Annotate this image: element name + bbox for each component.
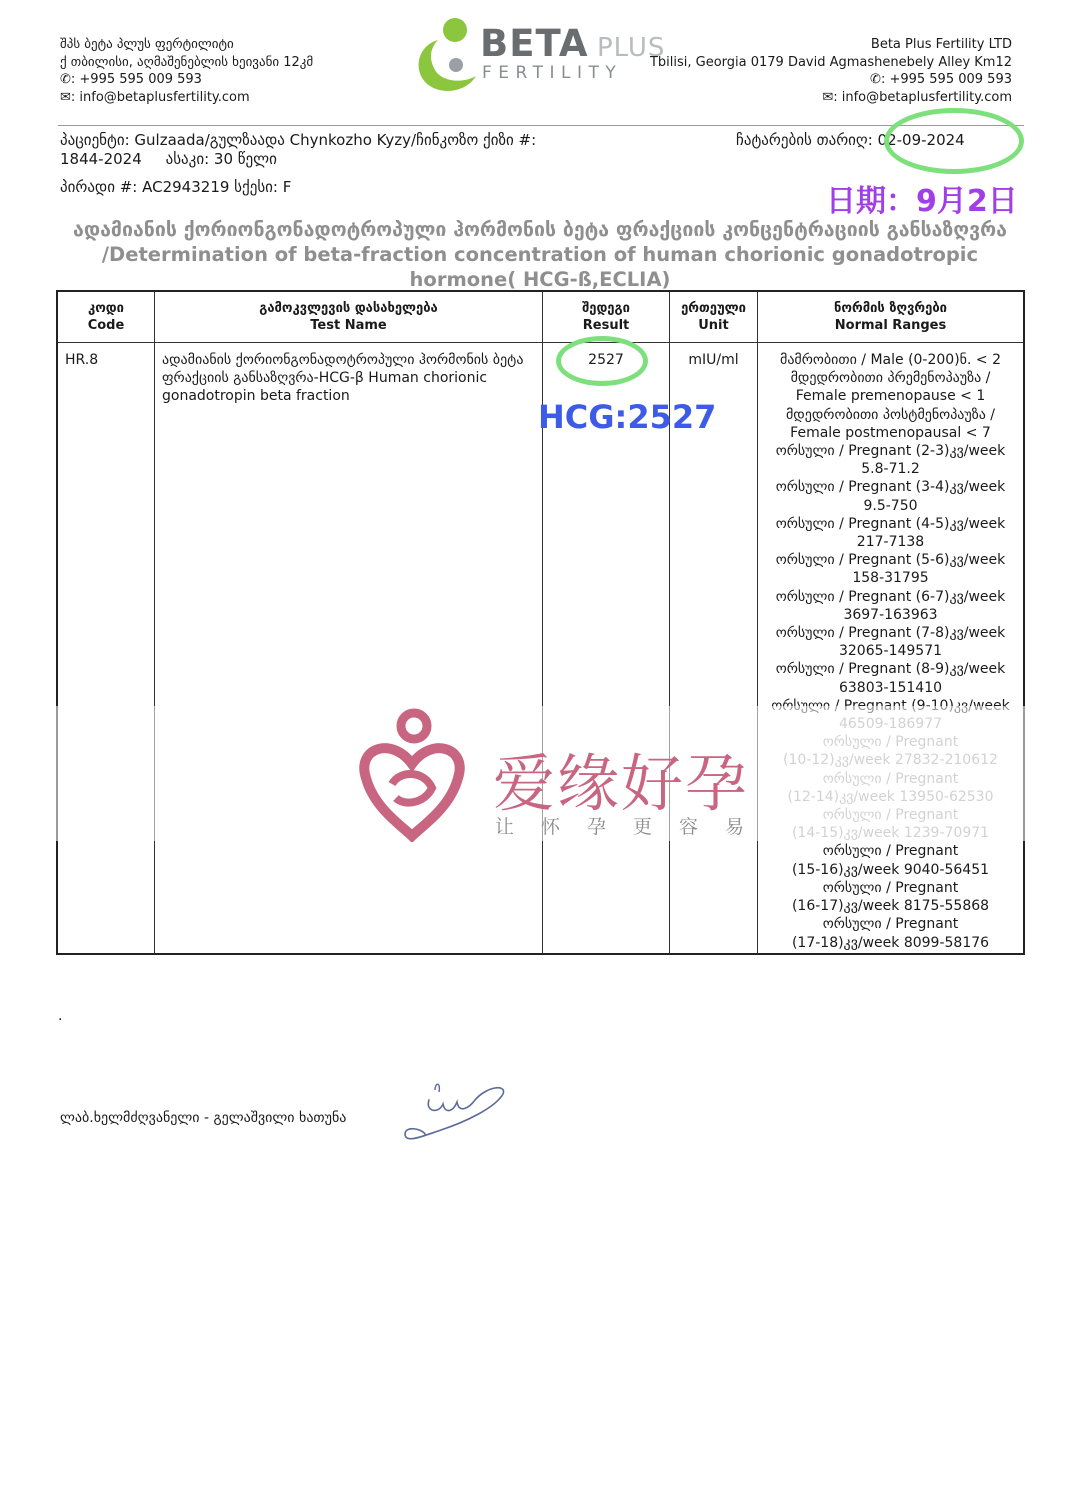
normal-range-line: (17-18)კვ/week 8099-58176: [791, 934, 990, 951]
watermark-title: 爱缘好孕: [493, 747, 750, 820]
title-en-line2: hormone( HCG-ß,ECLIA): [409, 268, 671, 291]
normal-range-line: 63803-151410: [838, 679, 943, 696]
footer-dot: .: [58, 1008, 63, 1024]
title-ka: ადამიანის ქორიონგონადოტროპული ჰორმონის ბეტა ფრაქციის კონცენტრაციის განსაზღვრა: [73, 218, 1007, 241]
normal-range-line: (15-16)კვ/week 9040-56451: [791, 861, 990, 878]
result-highlight-circle: [556, 336, 648, 386]
header-normal-ranges: ნორმის ზღვრები Normal Ranges: [758, 291, 1025, 343]
lab-head-name: ლაბ.ხელმძღვანელი - გელაშვილი ხათუნა: [60, 1110, 347, 1126]
normal-range-line: ორსული / Pregnant (5-6)კვ/week: [775, 552, 1006, 569]
clinic-email-en: ✉: info@betaplusfertility.com: [822, 89, 1012, 105]
clinic-name-en: Beta Plus Fertility LTD: [870, 37, 1012, 52]
date-annotation: 日期：9月2日: [826, 184, 1018, 219]
header-unit: ერთეული Unit: [670, 291, 758, 343]
normal-range-line: ორსული / Pregnant (6-7)კვ/week: [775, 588, 1006, 605]
normal-range-line: 9.5-750: [863, 497, 918, 514]
report-title: [40, 217, 1040, 292]
patient-age: 1844-2024 ასაკი: 30 წელი: [60, 150, 277, 168]
patient-name: პაციენტი: Gulzaada/გულზაადა Chynkozho Kyzy/ჩინკოზო ქიზი #:: [60, 131, 537, 149]
cell-test-name: ადამიანის ქორიონგონადოტროპული ჰორმონის ბეტა ფრაქციის განსაზღვრა-HCG-β Human chorionic gonadotropin beta fraction: [155, 343, 543, 955]
normal-range-line: ორსული / Pregnant (2-3)კვ/week: [775, 443, 1006, 460]
normal-range-line: 3697-163963: [843, 606, 938, 623]
patient-info: [60, 131, 620, 169]
clinic-contact-ka: [60, 36, 313, 106]
normal-range-line: 158-31795: [852, 570, 929, 587]
results-table: [56, 290, 1025, 955]
test-date-value: : 02-09-2024: [867, 131, 965, 149]
patient-personal-id: პირადი #: AC2943219 სქესი: F: [60, 178, 292, 196]
normal-range-line: 217-7138: [856, 534, 925, 551]
title-en-line1: /Determination of beta-fraction concentration of human chorionic gonadotropic: [101, 243, 979, 266]
normal-range-line: ორსული / Pregnant: [822, 916, 959, 933]
normal-range-line: მდედრობითი პრემენოპაუზა /: [790, 370, 991, 387]
cell-normal-ranges: [758, 343, 1025, 955]
hcg-annotation: HCG:2527: [538, 398, 717, 436]
normal-range-line: 32065-149571: [838, 643, 943, 660]
clinic-phone-ka: ✆: +995 595 009 593: [60, 72, 202, 87]
signature-icon: [395, 1078, 520, 1150]
logo-word-fertility: FERTILITY: [482, 63, 623, 83]
watermark-logo-icon: [352, 708, 472, 842]
normal-range-line: ორსული / Pregnant: [822, 843, 959, 860]
normal-range-line: ორსული / Pregnant (8-9)კვ/week: [775, 661, 1006, 678]
normal-range-line: მდედრობითი პოსტმენოპაუზა /: [785, 406, 996, 423]
cell-result: 2527: [543, 343, 670, 955]
normal-range-line: ორსული / Pregnant (3-4)კვ/week: [775, 479, 1006, 496]
logo-word-plus: PLUS: [597, 33, 666, 63]
normal-range-line: ორსული / Pregnant: [822, 879, 959, 896]
clinic-address-en: Tbilisi, Georgia 0179 David Agmashenebely Alley Km12: [649, 54, 1012, 70]
date-highlight-circle: [884, 108, 1024, 174]
cell-code: HR.8: [57, 343, 155, 955]
clinic-email-ka: ✉: info@betaplusfertility.com: [60, 89, 250, 105]
normal-range-line: Female postmenopausal < 7: [790, 424, 991, 441]
header-code: კოდი Code: [57, 291, 155, 343]
header-result: შედეგი Result: [543, 291, 670, 343]
watermark-subtitle: 让 怀 孕 更 容 易: [495, 816, 745, 838]
clinic-contact-en: [650, 36, 1012, 106]
header-test-name: გამოკვლევის დასახელება Test Name: [155, 291, 543, 343]
test-date-label: ჩატარების თარიღ: [736, 131, 868, 149]
clinic-address-ka: ქ თბილისი, აღმაშენებლის ხეივანი 12კმ: [60, 54, 314, 70]
normal-range-line: ორსული / Pregnant (7-8)კვ/week: [775, 625, 1006, 642]
normal-range-line: Female premenopause < 1: [795, 388, 986, 405]
cell-unit: mIU/ml: [670, 343, 758, 955]
header-divider: [58, 125, 1024, 126]
normal-range-line: 5.8-71.2: [861, 461, 920, 478]
logo-word-beta: BETA: [480, 22, 589, 65]
clinic-name-ka: შპს ბეტა პლუს ფერტილიტი: [60, 37, 234, 52]
table-header-row: [57, 291, 1024, 343]
normal-range-line: (16-17)კვ/week 8175-55868: [791, 898, 990, 915]
normal-range-line: ორსული / Pregnant (4-5)კვ/week: [775, 515, 1006, 532]
clinic-phone-en: ✆: +995 595 009 593: [870, 72, 1012, 87]
normal-range-line: მამრობითი / Male (0-200)ნ. < 2: [780, 352, 1001, 368]
normal-ranges-list: [762, 351, 1019, 952]
